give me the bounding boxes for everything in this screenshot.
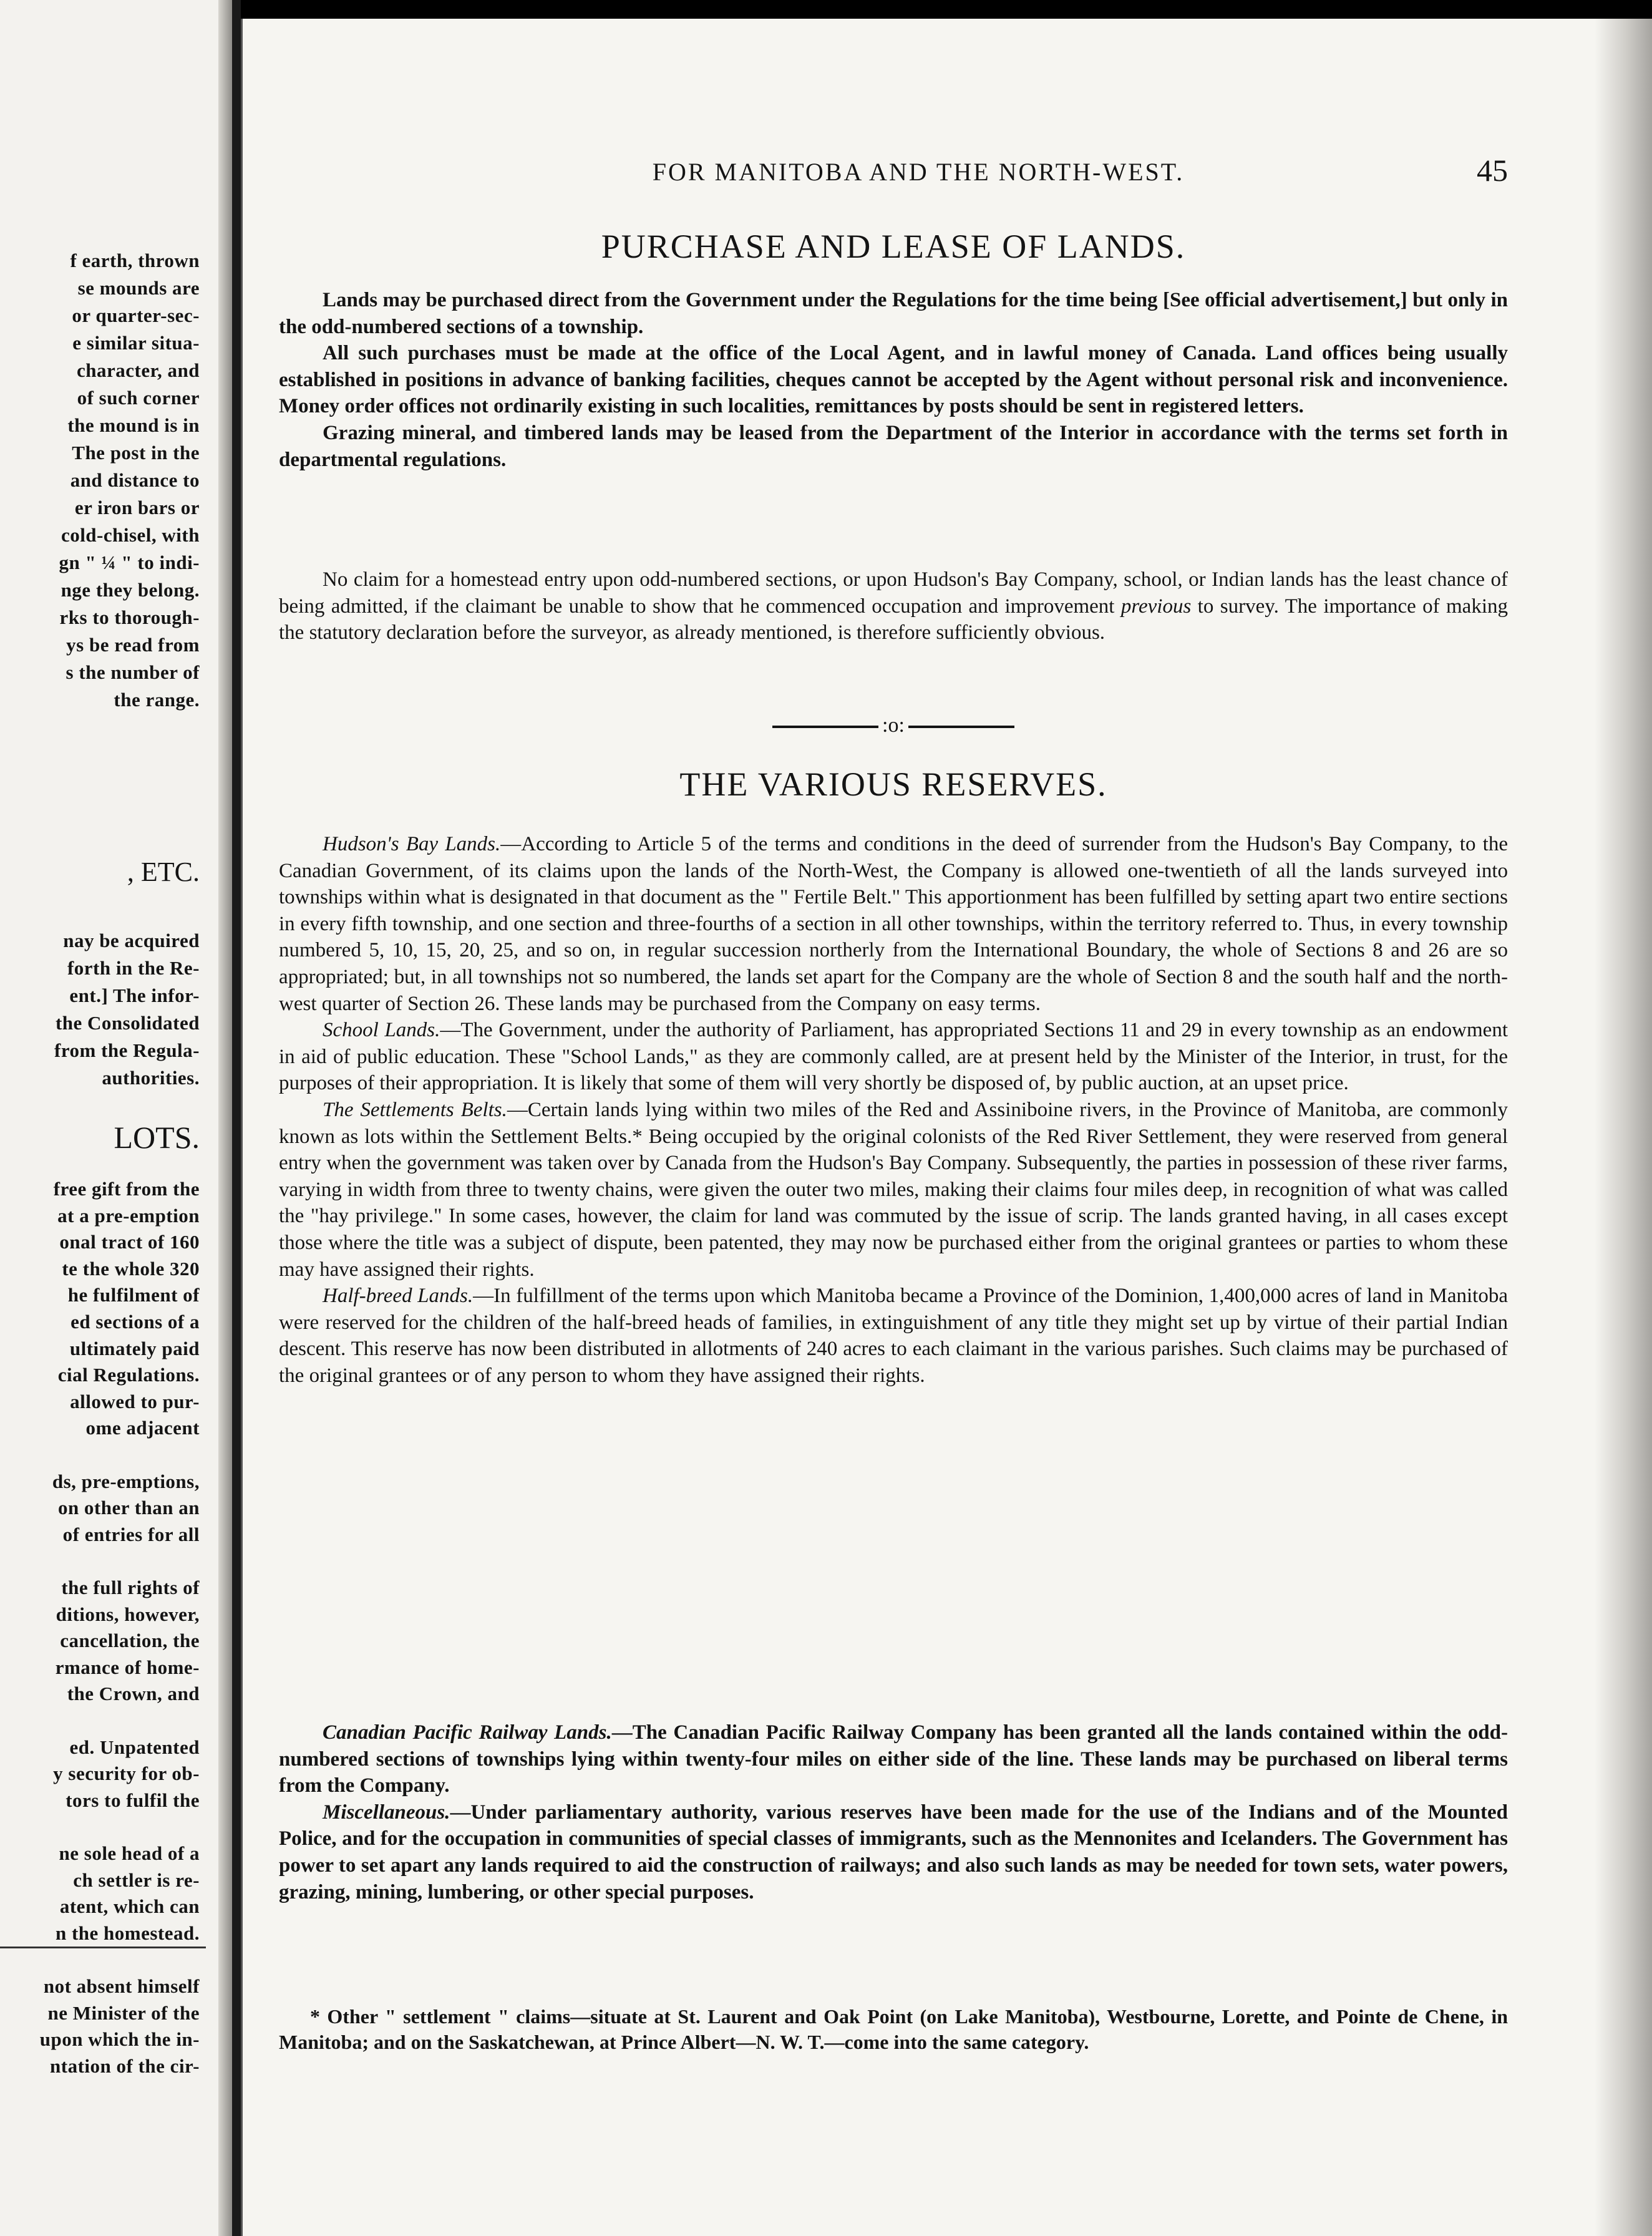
settlement-belts-para <box>279 1097 1508 1283</box>
running-head-title: FOR MANITOBA AND THE NORTH-WEST. <box>652 158 1185 186</box>
left-page-line: ultimately paid <box>69 1337 200 1359</box>
left-page-line: se mounds are <box>77 277 200 299</box>
footnote-text: * Other " settlement " claims—situate at St. Laurent and Oak Point (on Lake Manitoba), Westbourne, Lorette, and Pointe de Chene, in Manitoba; and on the Saskatchewan, at Prince Albert—N. W. T.—come into the same category. <box>279 2005 1508 2053</box>
left-page-line: forth in the Re- <box>67 957 200 979</box>
settlement-belts-text: —Certain lands lying within two miles of the Red and Assiniboine rivers, in the Province of Manitoba, are commonly known as lots within the Settlement Belts.* Being occupied by the original colonists of the Red River Settlement, they were reserved from general entry when the government was taken over by Canada from the Hudson's Bay Company. Subsequently, the parties in possession of these river farms, varying in width from three to twenty chains, were given the outer two miles, making their claims four miles deep, in recognition of what was called the "hay privilege." In some cases, however, the claim for land was commuted by the issue of scrip. The lands granted having, in all cases except those where the title was a subject of dispute, been patented, they may now be purchased either from the original grantees or parties to whom these may have assigned their rights. <box>279 1098 1508 1281</box>
left-page-line: cancellation, the <box>60 1630 200 1652</box>
page-edge-shadow <box>1595 19 1652 2236</box>
left-page-line: tors to fulfil the <box>66 1789 200 1811</box>
settlement-belts-lead: The Settlements Belts. <box>323 1098 507 1121</box>
miscellaneous-lead: Miscellaneous. <box>323 1801 450 1824</box>
left-page-rule <box>0 1947 206 1948</box>
page-number: 45 <box>1477 153 1508 188</box>
left-page-line: ome adjacent <box>85 1417 200 1439</box>
left-page-line: ds, pre-emptions, <box>52 1470 200 1492</box>
left-page-line: rmance of home- <box>55 1656 200 1678</box>
left-page-line: atent, which can <box>59 1895 200 1918</box>
left-page-line: y security for ob- <box>53 1762 200 1785</box>
cpr-lands-lead: Canadian Pacific Railway Lands. <box>323 1721 612 1744</box>
left-page-line: ed. Unpatented <box>69 1736 200 1758</box>
left-page-line: ne Minister of the <box>47 2001 200 2024</box>
left-page-line: from the Regula- <box>54 1039 200 1061</box>
page-45 <box>241 19 1652 2236</box>
divider-rule-right <box>908 726 1014 728</box>
left-page-heading-lots: LOTS. <box>114 1120 200 1155</box>
left-page-line: ne sole head of a <box>59 1842 200 1864</box>
left-page-line: the Consolidated <box>55 1012 200 1034</box>
left-page-line: ys be read from <box>66 634 200 656</box>
left-page-line: f earth, thrown <box>70 250 200 271</box>
left-page-line: upon which the in- <box>39 2028 200 2051</box>
left-page-line: the mound is in <box>67 414 200 436</box>
cpr-lands-text: —The Canadian Pacific Railway Company has been granted all the lands contained within the odd-numbered sections of townships lying within twenty-four miles on either side of the line. These lands may be purchased on liberal terms from the Company. <box>279 1721 1508 1797</box>
footnote <box>279 2004 1508 2055</box>
left-page-line: and distance to <box>70 469 200 491</box>
purchase-para-4-a: No claim for a homestead entry upon odd-numbered sections, or upon Hudson's Bay Company, school, or Indian lands has the least chance of being admitted, if the claimant be unable to show that he commenced occupation and improvement <box>279 568 1508 618</box>
miscellaneous-para <box>279 1799 1508 1905</box>
school-lands-text: —The Government, under the authority of Parliament, has appropriated Sections 11 and 29 in every township as an endowment in aid of public education. These "School Lands," as they are commonly called, are at present held by the Minister of the Interior, in trust, for the purposes of their appropriation. It is likely that some of them will very shortly be disposed of, by public auction, at an upset price. <box>279 1019 1508 1095</box>
miscellaneous-text: —Under parliamentary authority, various reserves have been made for the use of the Indians and of the Mounted Police, and for the occupation in communities of special classes of immigrants, such as the Mennonites and Icelanders. The Government has power to set apart any lands required to aid the construction of railways; and also such lands as may be needed for town sets, water powers, grazing, mining, lumbering, or other special purposes. <box>279 1801 1508 1903</box>
school-lands-para <box>279 1017 1508 1097</box>
left-page-line: e similar situa- <box>72 332 200 354</box>
left-page-line: ed sections of a <box>70 1311 200 1333</box>
left-page-line: nay be acquired <box>63 930 200 951</box>
left-page-line: allowed to pur- <box>70 1390 200 1412</box>
left-page-heading-etc: , ETC. <box>127 857 200 887</box>
purchase-para-3: Grazing mineral, and timbered lands may be leased from the Department of the Interior in accordance with the terms set forth in departmental regulations. <box>279 421 1508 471</box>
left-page-line: the range. <box>114 689 200 711</box>
left-page-line: nge they belong. <box>61 579 200 601</box>
purchase-para-4-b: to survey. The importance of making the statutory declaration before the surveyor, as already mentioned, is therefore sufficiently obvious. <box>279 595 1509 644</box>
section-heading-purchase: PURCHASE AND LEASE OF LANDS. <box>601 228 1186 265</box>
left-page-line: cial Regulations. <box>57 1364 200 1386</box>
left-page-line: ch settler is re- <box>73 1869 200 1891</box>
section-divider <box>279 714 1508 737</box>
purchase-lease-body <box>279 287 1508 473</box>
left-page-line: he fulfilment of <box>67 1284 200 1306</box>
book-gutter <box>232 0 241 2236</box>
purchase-para-4-italic: previous <box>1120 595 1192 618</box>
left-page-line: not absent himself <box>43 1975 200 1997</box>
hudsons-bay-lands-lead: Hudson's Bay Lands. <box>323 833 501 855</box>
half-breed-lands-lead: Half-breed Lands. <box>323 1285 474 1308</box>
left-page-line: of such corner <box>77 387 200 409</box>
left-page-line: rks to thorough- <box>59 606 200 628</box>
left-page-line: te the whole 320 <box>62 1257 200 1280</box>
half-breed-lands-text: —In fulfillment of the terms upon which Manitoba became a Province of the Dominion, 1,400,000 acres of land in Manitoba were reserved for the children of the half-breed heads of families, in extinguishment of any title they might set up by virtue of their partial Indian descent. This reserve has now been distributed in allotments of 240 acres to each claimant in the various parishes. Such claims may be purchased of the original grantees or of any person to whom they have assigned their rights. <box>279 1285 1508 1387</box>
left-page-line: on other than an <box>57 1497 200 1519</box>
left-page-line: of entries for all <box>62 1523 200 1545</box>
left-page-line: gn " ¼ " to indi- <box>59 552 200 573</box>
left-page-line: s the number of <box>66 661 200 683</box>
left-page-line: ntation of the cir- <box>50 2054 200 2077</box>
left-page-line: free gift from the <box>53 1178 200 1200</box>
running-head <box>279 157 1508 187</box>
hudsons-bay-lands-para <box>279 831 1508 1017</box>
left-page-line: n the homestead. <box>55 1922 200 1944</box>
section-heading-reserves: THE VARIOUS RESERVES. <box>679 766 1107 803</box>
page-fold-shadow <box>218 0 232 2236</box>
purchase-para-1: Lands may be purchased direct from the Government under the Regulations for the time being [See official advertisement,] but only in the odd-numbered sections of a township. <box>279 289 1508 338</box>
left-page-line: The post in the <box>72 442 200 464</box>
left-page-line: authorities. <box>102 1067 200 1089</box>
left-page-line: at a pre-emption <box>57 1204 200 1227</box>
left-page-line: the Crown, and <box>67 1683 200 1705</box>
left-page-line: the full rights of <box>61 1577 200 1598</box>
left-page-line: ent.] The infor- <box>69 984 200 1006</box>
left-page-line: or quarter-sec- <box>72 304 200 326</box>
reserves-body-1 <box>279 831 1508 1389</box>
previous-page-fragment <box>0 0 232 2236</box>
school-lands-lead: School Lands. <box>323 1019 440 1042</box>
left-page-line: cold-chisel, with <box>61 524 200 546</box>
half-breed-lands-para <box>279 1283 1508 1389</box>
left-page-line: onal tract of 160 <box>59 1231 200 1253</box>
left-page-line: ditions, however, <box>56 1603 200 1625</box>
purchase-para-2: All such purchases must be made at the office of the Local Agent, and in lawful money of Canada. Land offices being usually established in positions in advance of banking facilities, cheques cannot be accepted by the Agent without personal risk and inconvenience. Money order offices not ordinarily existing in such localities, remittances by posts should be sent in registered letters. <box>279 342 1508 418</box>
divider-rule-left <box>772 726 878 728</box>
hudsons-bay-lands-text: —According to Article 5 of the terms and conditions in the deed of surrender from the Hudson's Bay Company, to the Canadian Government, of its claims upon the lands of the North-West, the Company is allowed one-twentieth of all the lands surveyed into townships within what is designated in that document as the " Fertile Belt." This apportionment has been fulfilled by setting apart two entire sections in every fifth township, and one section and three-fourths of a section in all other townships, within the territory referred to. Thus, in every township numbered 5, 10, 15, 20, 25, and so on, in regular succession northerly from the International Boundary, the whole of Sections 8 and 26 are so appropriated; but, in all townships not so numbered, the lands set apart for the Company are the whole of Section 8 and the south half and the north-west quarter of Section 26. These lands may be purchased from the Company on easy terms. <box>279 833 1508 1015</box>
left-page-line: er iron bars or <box>74 497 200 518</box>
divider-mark: :o: <box>882 714 905 737</box>
purchase-para-4 <box>279 566 1508 646</box>
cpr-lands-para <box>279 1719 1508 1799</box>
reserves-body-2 <box>279 1719 1508 1905</box>
left-page-line: character, and <box>77 359 200 381</box>
